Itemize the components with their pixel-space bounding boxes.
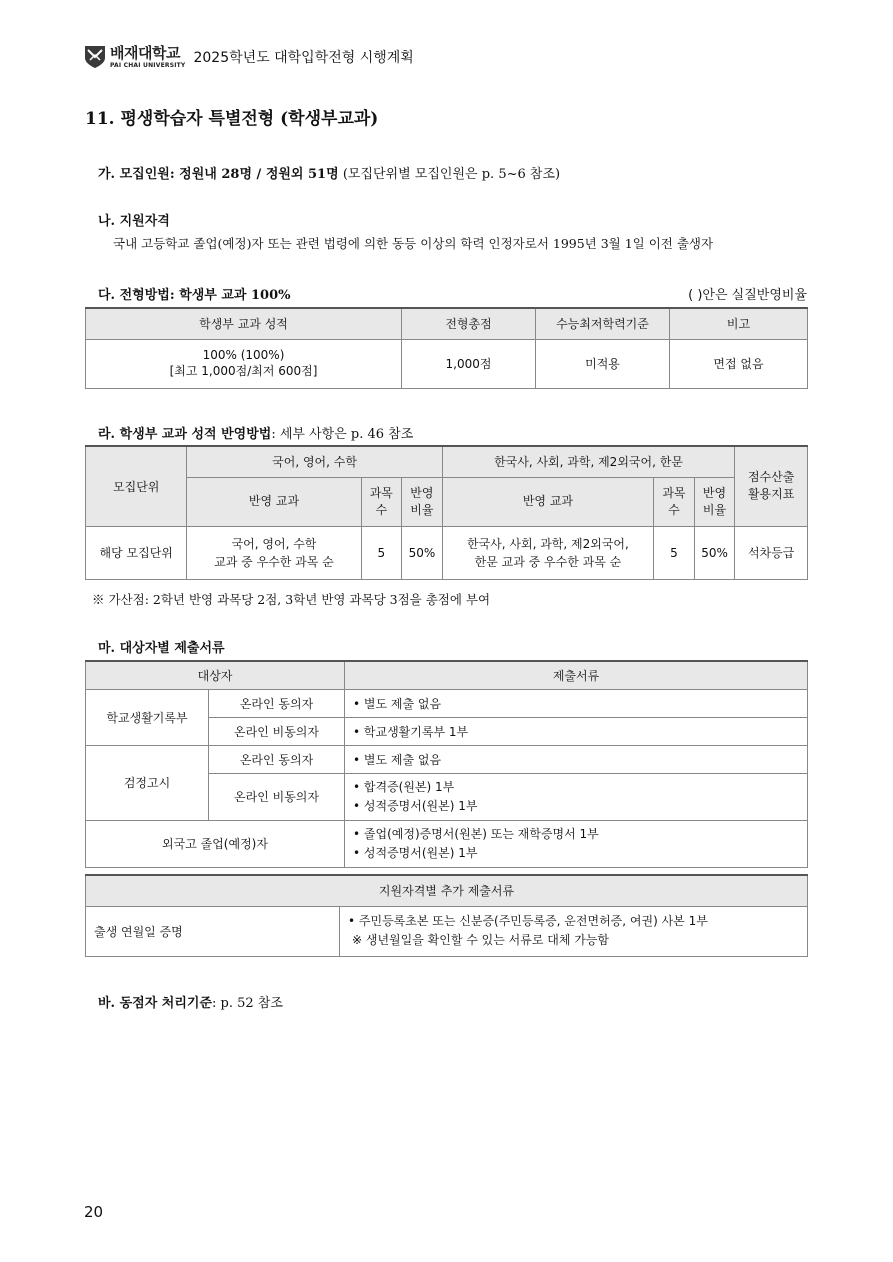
tiebreak-heading [98, 992, 283, 1011]
doc-grad-cert: • 졸업(예정)증명서(원본) 또는 재학증명서 1부 [353, 826, 599, 841]
grade-method-label: 라. 학생부 교과 성적 반영방법 [98, 427, 272, 442]
target-birth-proof: 출생 연월일 증명 [86, 906, 340, 956]
cell-total-score: 1,000점 [402, 339, 536, 388]
score-ratio: 100% (100%) [202, 348, 285, 362]
documents-label: 마. 대상자별 제출서류 [98, 641, 225, 656]
cell-school-grade [86, 339, 402, 388]
header-g2-subject: 반영 교과 [442, 477, 653, 526]
logo-korean: 배재대학교 [110, 43, 180, 62]
g1-count-line2: 수 [375, 502, 388, 517]
header-extra-documents: 지원자격별 추가 제출서류 [86, 875, 808, 906]
recruitment-quota-note: (모집단위별 모집인원은 p. 5~6 참조) [342, 167, 561, 182]
g2-count-line1: 과목 [662, 485, 686, 500]
page-header [84, 42, 414, 72]
grade-method-note: : 세부 사항은 p. 46 참조 [271, 427, 414, 442]
header-g1-count [361, 477, 402, 526]
doc-grade-cert-1: • 성적증명서(원본) 1부 [353, 798, 478, 813]
g2-count-line2: 수 [668, 502, 680, 517]
header-group-other: 한국사, 사회, 과학, 제2외국어, 한문 [442, 446, 735, 477]
header-school-grade: 학생부 교과 성적 [86, 308, 402, 339]
document-title: 2025학년도 대학입학전형 시행계획 [193, 50, 414, 66]
header-total-score: 전형총점 [402, 308, 536, 339]
cell-g1-count: 5 [361, 526, 402, 579]
g1-ratio-line1: 반영 [410, 485, 434, 500]
g2-ratio-line2: 비율 [702, 502, 727, 517]
header-recruit-unit: 모집단위 [86, 446, 187, 526]
header-g2-ratio [694, 477, 735, 526]
doc-id-list [340, 906, 808, 956]
header-target: 대상자 [86, 661, 345, 689]
score-range: [최고 1,000점/최저 600점] [169, 364, 318, 378]
recruitment-quota [98, 163, 560, 182]
effective-ratio-note: ( )안은 실질반영비율 [688, 288, 807, 303]
doc-id-copy: • 주민등록초본 또는 신분증(주민등록증, 운전면허증, 여권) 사본 1부 [348, 914, 708, 928]
header-documents: 제출서류 [345, 661, 808, 689]
documents-table [85, 660, 808, 868]
tiebreak-label: 바. 동점자 처리기준 [98, 996, 213, 1011]
cell-g1-subject [187, 526, 361, 579]
target-ged: 검정고시 [86, 745, 209, 820]
g1-subject-line1: 국어, 영어, 수학 [231, 536, 317, 551]
cell-score-index: 석차등급 [735, 526, 808, 579]
eligibility-heading [98, 210, 170, 229]
score-index-line2: 활용지표 [747, 487, 795, 502]
university-shield-icon [84, 45, 106, 69]
target-school-record: 학교생활기록부 [86, 689, 209, 745]
extra-documents-table [85, 874, 808, 957]
g2-ratio-line1: 반영 [702, 485, 727, 500]
header-score-index [735, 446, 808, 526]
cell-unit: 해당 모집단위 [86, 526, 187, 579]
tiebreak-note: : p. 52 참조 [212, 996, 283, 1011]
target-ged-online-disagree: 온라인 비동의자 [209, 773, 345, 820]
cell-g2-subject [442, 526, 653, 579]
score-index-line1: 점수산출 [747, 470, 795, 485]
g1-subject-line2: 교과 중 우수한 과목 순 [214, 554, 334, 569]
bonus-footnote: ※ 가산점: 2학년 반영 과목당 2점, 3학년 반영 과목당 3점을 총점에 부여 [92, 592, 491, 607]
grade-method-heading [98, 423, 413, 442]
doc-none-1: • 별도 제출 없음 [345, 689, 808, 717]
target-online-agree: 온라인 동의자 [209, 689, 345, 717]
g2-subject-line2: 한문 교과 중 우수한 과목 순 [474, 554, 622, 569]
selection-method-heading [98, 284, 291, 303]
doc-ged-list [345, 773, 808, 820]
cell-csat-minimum: 미적용 [536, 339, 670, 388]
eligibility-text: 국내 고등학교 졸업(예정)자 또는 관련 법령에 의한 동등 이상의 학력 인정자로서 1995년 3월 1일 이전 출생자 [113, 236, 714, 251]
eligibility-label: 나. 지원자격 [98, 214, 170, 229]
header-csat-minimum: 수능최저학력기준 [536, 308, 670, 339]
section-title: 11. 평생학습자 특별전형 (학생부교과) [85, 109, 379, 129]
cell-g2-ratio: 50% [694, 526, 735, 579]
header-remarks: 비고 [670, 308, 808, 339]
cell-g2-count: 5 [654, 526, 695, 579]
doc-none-2: • 별도 제출 없음 [345, 745, 808, 773]
target-online-disagree: 온라인 비동의자 [209, 717, 345, 745]
grade-method-table [85, 445, 808, 580]
g1-count-line1: 과목 [369, 485, 393, 500]
doc-school-record: • 학교생활기록부 1부 [345, 717, 808, 745]
doc-grade-cert-2: • 성적증명서(원본) 1부 [353, 845, 478, 860]
doc-pass-cert: • 합격증(원본) 1부 [353, 779, 455, 794]
g2-subject-line1: 한국사, 사회, 과학, 제2외국어, [466, 536, 629, 551]
documents-heading [98, 637, 225, 656]
cell-remarks: 면접 없음 [670, 339, 808, 388]
g1-ratio-line2: 비율 [410, 502, 434, 517]
header-g1-ratio [402, 477, 443, 526]
selection-method-label: 다. 전형방법: 학생부 교과 100% [98, 288, 291, 303]
logo-english: PAI CHAI UNIVERSITY [110, 61, 186, 69]
university-logo [110, 43, 186, 69]
page-number: 20 [84, 1203, 104, 1221]
header-group-core: 국어, 영어, 수학 [187, 446, 442, 477]
target-ged-online-agree: 온라인 동의자 [209, 745, 345, 773]
header-g1-subject: 반영 교과 [187, 477, 361, 526]
header-g2-count [654, 477, 695, 526]
selection-method-table [85, 307, 808, 389]
target-foreign-school: 외국고 졸업(예정)자 [86, 820, 345, 867]
recruitment-quota-label: 가. 모집인원: 정원내 28명 / 정원외 51명 [98, 167, 339, 182]
doc-id-note: ※ 생년월일을 확인할 수 있는 서류로 대체 가능함 [352, 933, 610, 947]
cell-g1-ratio: 50% [402, 526, 443, 579]
doc-foreign-list [345, 820, 808, 867]
